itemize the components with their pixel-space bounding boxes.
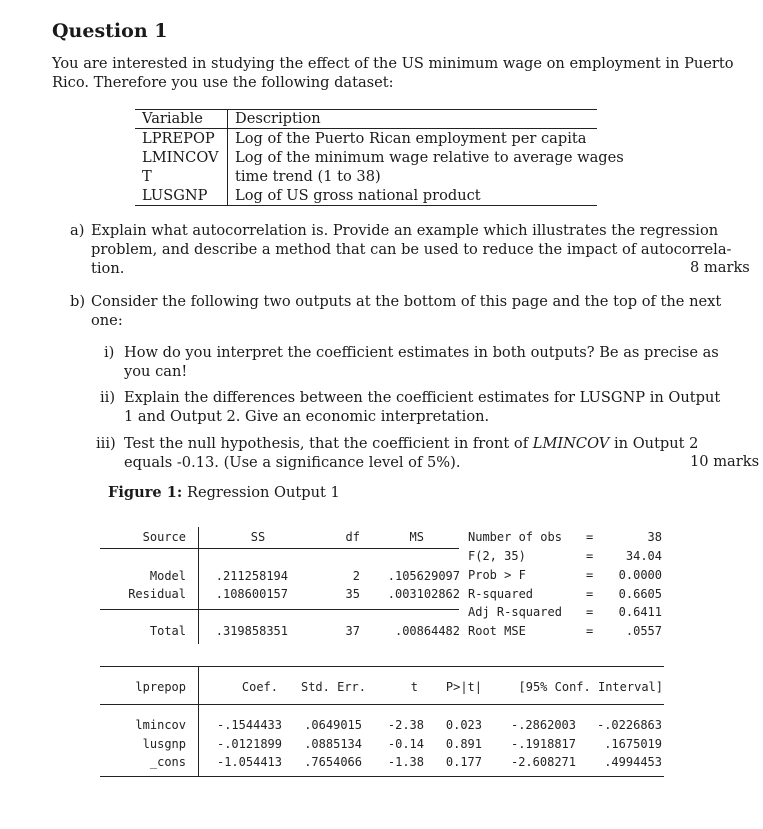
table-column-divider bbox=[227, 109, 228, 205]
anova-header-ms: MS bbox=[409, 530, 424, 544]
part-a-line: Explain what autocorrelation is. Provide an example which illustrates the regression bbox=[91, 222, 719, 239]
part-b-ii-line: 1 and Output 2. Give an economic interpretation. bbox=[124, 408, 490, 425]
coef-row-ci-high: -.0226863 bbox=[596, 718, 662, 732]
part-b-ii-label: ii) bbox=[100, 389, 116, 406]
anova-header-ss: SS bbox=[250, 530, 266, 544]
coef-header-coef: Coef. bbox=[241, 680, 278, 694]
stat-label: Number of obs bbox=[468, 530, 562, 544]
coef-rule-bottom bbox=[100, 776, 664, 777]
part-a-text bbox=[91, 221, 731, 278]
part-b-i-line: How do you interpret the coefficient estimates in both outputs? Be as precise as bbox=[124, 344, 719, 361]
intro-line: Rico. Therefore you use the following dataset: bbox=[52, 74, 394, 91]
coef-row-ci-low: -.1918817 bbox=[510, 737, 576, 751]
anova-row-source: Residual bbox=[128, 587, 186, 601]
part-b-iii-text bbox=[124, 434, 698, 472]
part-a-line: problem, and describe a method that can be used to reduce the impact of autocorrela- bbox=[91, 241, 732, 258]
coef-header-ci: [95% Conf. Interval] bbox=[518, 680, 663, 694]
anova-row-ms: .003102862 bbox=[387, 587, 460, 601]
figure-caption bbox=[108, 484, 340, 501]
coef-row-se: .0649015 bbox=[304, 718, 362, 732]
part-b-iii-line bbox=[124, 434, 698, 453]
coef-row-name: _cons bbox=[149, 755, 186, 769]
coef-depvar: lprepop bbox=[135, 680, 186, 694]
stat-label: Prob > F bbox=[468, 568, 526, 582]
anova-row-ms: .00864482 bbox=[394, 624, 460, 638]
anova-rule-header bbox=[100, 548, 459, 549]
stat-value: .0557 bbox=[625, 624, 662, 638]
part-b-marks: 10 marks bbox=[690, 453, 760, 470]
stat-label: F(2, 35) bbox=[468, 549, 526, 563]
anova-row-ss: .319858351 bbox=[215, 624, 288, 638]
part-b-iii-text-post: in Output 2 bbox=[609, 435, 699, 452]
stat-equals: = bbox=[586, 549, 594, 563]
coef-row-t: -2.38 bbox=[387, 718, 424, 732]
coef-row-se: .7654066 bbox=[304, 755, 362, 769]
stat-label: R-squared bbox=[468, 587, 534, 601]
coef-row-name: lmincov bbox=[135, 718, 186, 732]
anova-row-df: 37 bbox=[345, 624, 360, 638]
table-header-variable: Variable bbox=[142, 110, 203, 127]
stat-value: 0.6411 bbox=[618, 605, 662, 619]
coef-column-divider bbox=[198, 666, 199, 776]
stat-equals: = bbox=[586, 568, 594, 582]
coef-row-coef: -.1544433 bbox=[216, 718, 282, 732]
part-b-iii-text-pre: Test the null hypothesis, that the coefficient in front of bbox=[124, 435, 533, 452]
part-b-i-line: you can! bbox=[124, 363, 188, 380]
table-cell-variable: LPREPOP bbox=[142, 130, 215, 147]
anova-header-df: df bbox=[345, 530, 360, 544]
coef-row-name: lusgnp bbox=[142, 737, 186, 751]
part-b-line: one: bbox=[91, 312, 123, 329]
coef-row-ci-high: .4994453 bbox=[604, 755, 662, 769]
stat-equals: = bbox=[586, 605, 594, 619]
coef-row-ci-low: -2.608271 bbox=[510, 755, 576, 769]
intro-line: You are interested in studying the effect of the US minimum wage on employment in Puerto bbox=[52, 55, 734, 72]
coef-row-se: .0885134 bbox=[304, 737, 362, 751]
coef-row-p: 0.891 bbox=[445, 737, 482, 751]
coef-rule-top bbox=[100, 666, 664, 667]
anova-row-df: 35 bbox=[345, 587, 360, 601]
stat-value: 38 bbox=[647, 530, 662, 544]
stat-equals: = bbox=[586, 624, 594, 638]
coef-header-t: t bbox=[410, 680, 418, 694]
coef-header-p: P>|t| bbox=[445, 680, 482, 694]
table-rule-bottom bbox=[135, 205, 597, 206]
stat-equals: = bbox=[586, 530, 594, 544]
coef-row-t: -1.38 bbox=[387, 755, 424, 769]
table-cell-description: Log of the minimum wage relative to average wages bbox=[235, 149, 624, 166]
stat-value: 34.04 bbox=[625, 549, 662, 563]
anova-row-source: Model bbox=[149, 569, 186, 583]
part-b-iii-line: equals -0.13. (Use a significance level of 5%). bbox=[124, 454, 461, 471]
part-a-marks: 8 marks bbox=[690, 259, 750, 276]
coef-row-coef: -.0121899 bbox=[216, 737, 282, 751]
part-b-ii-text bbox=[124, 388, 720, 426]
coef-row-p: 0.023 bbox=[445, 718, 482, 732]
table-header-description: Description bbox=[235, 110, 321, 127]
table-cell-variable: T bbox=[142, 168, 152, 185]
stat-value: 0.6605 bbox=[618, 587, 662, 601]
figure-label: Figure 1: bbox=[108, 484, 183, 501]
table-cell-variable: LUSGNP bbox=[142, 187, 208, 204]
part-a-label: a) bbox=[70, 222, 85, 239]
part-b-label: b) bbox=[70, 293, 86, 310]
coef-row-ci-low: -.2862003 bbox=[510, 718, 576, 732]
coef-row-t: -0.14 bbox=[387, 737, 424, 751]
part-a-line: tion. bbox=[91, 260, 125, 277]
stat-value: 0.0000 bbox=[618, 568, 662, 582]
part-b-ii-line: Explain the differences between the coefficient estimates for LUSGNP in Output bbox=[124, 389, 721, 406]
anova-column-divider bbox=[198, 527, 199, 644]
coef-header-se: Std. Err. bbox=[300, 680, 366, 694]
part-b-i-label: i) bbox=[104, 344, 115, 361]
coef-rule-header bbox=[100, 704, 664, 705]
coef-row-ci-high: .1675019 bbox=[604, 737, 662, 751]
anova-row-ms: .105629097 bbox=[387, 569, 460, 583]
stat-equals: = bbox=[586, 587, 594, 601]
stat-label: Root MSE bbox=[468, 624, 526, 638]
figure-caption-text: Regression Output 1 bbox=[186, 484, 340, 501]
coef-row-p: 0.177 bbox=[445, 755, 482, 769]
table-cell-description: Log of US gross national product bbox=[235, 187, 481, 204]
table-rule-top bbox=[135, 109, 597, 110]
question-title: Question 1 bbox=[52, 20, 168, 42]
intro-text bbox=[52, 54, 734, 92]
part-b-text bbox=[91, 292, 721, 330]
part-b-i-text bbox=[124, 343, 719, 381]
table-cell-description: time trend (1 to 38) bbox=[235, 168, 381, 185]
part-b-iii-variable: LMINCOV bbox=[532, 435, 610, 452]
coef-row-coef: -1.054413 bbox=[216, 755, 282, 769]
anova-row-source: Total bbox=[149, 624, 186, 638]
anova-header-source: Source bbox=[142, 530, 186, 544]
anova-row-ss: .108600157 bbox=[215, 587, 288, 601]
part-b-line: Consider the following two outputs at the bottom of this page and the top of the next bbox=[91, 293, 722, 310]
table-cell-description: Log of the Puerto Rican employment per capita bbox=[235, 130, 587, 147]
table-cell-variable: LMINCOV bbox=[142, 149, 219, 166]
anova-row-df: 2 bbox=[352, 569, 360, 583]
anova-row-ss: .211258194 bbox=[215, 569, 288, 583]
anova-rule-total bbox=[100, 609, 459, 610]
part-b-iii-label: iii) bbox=[96, 435, 116, 452]
stat-label: Adj R-squared bbox=[468, 605, 562, 619]
